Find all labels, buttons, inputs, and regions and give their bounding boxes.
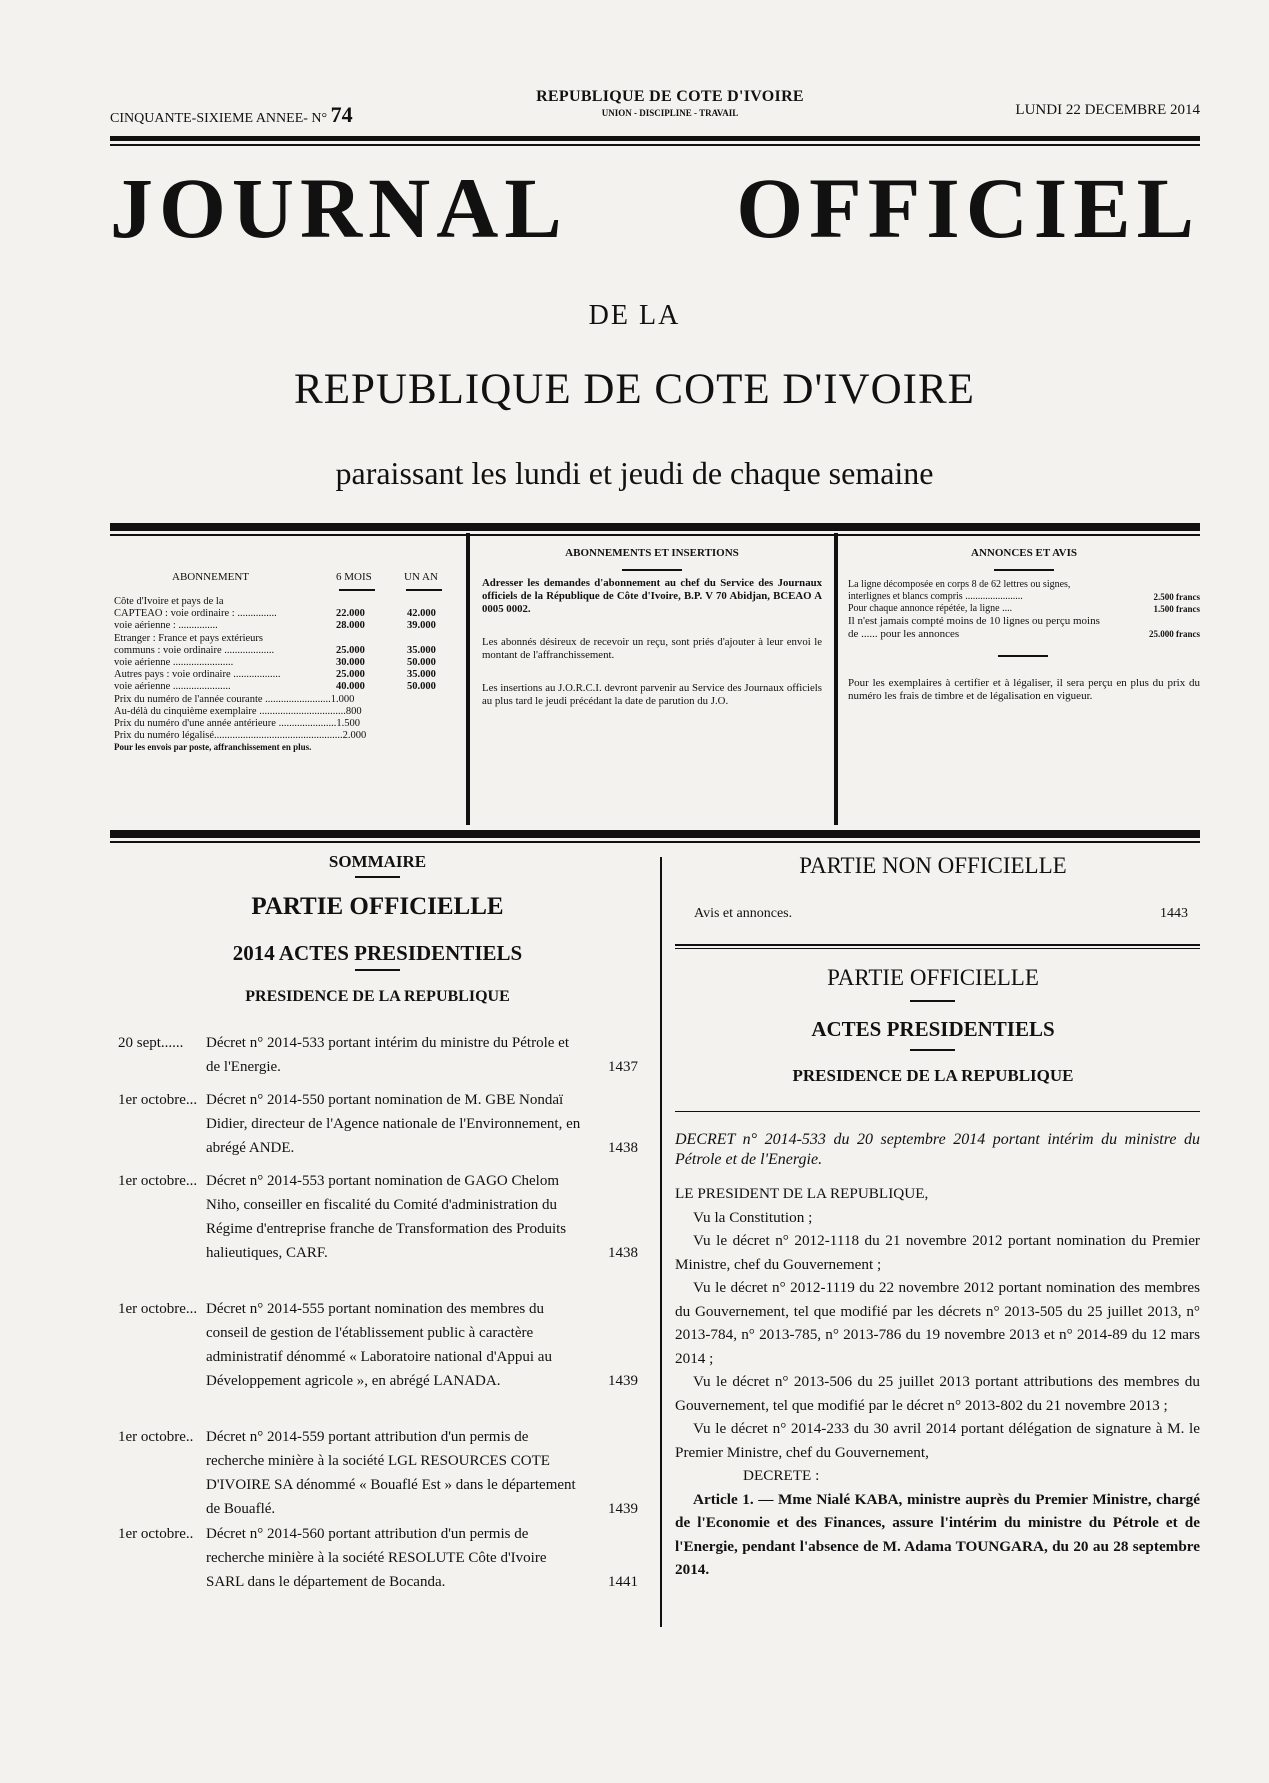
abonnement-row-6mois: 28.000 (336, 620, 365, 632)
sommaire-entry-date: 1er octobre.. (118, 1429, 194, 1445)
abonnement-rows (114, 596, 454, 754)
abonnement-row-an: 50.000 (407, 656, 436, 668)
subscription-box (114, 523, 1200, 828)
abonnement-row-label: communs : voie ordinaire ................... (114, 644, 275, 656)
underline (339, 589, 375, 591)
sommaire-entry-page: 1439 (608, 1373, 638, 1389)
abonnement-row (114, 669, 454, 681)
abonnement-row (114, 645, 454, 657)
sommaire-entry (118, 1425, 638, 1521)
vu-decret-1: Vu le décret n° 2012-1118 du 21 novembre 2012 portant nomination du Premier Ministre, chef du Gouvernement ; (675, 1232, 1200, 1273)
vu-decret-2: Vu le décret n° 2012-1119 du 22 novembre 2012 portant nomination des membres du Gouvernement, tel que modifié par les décrets n° 2013-505 du 25 juillet 2013, n° 2013-784, n° 2013-785, n° 2013-786 du 19 novembre 2013 et n° 2014-89 du 12 mars 2014 ; (675, 1279, 1200, 1367)
republic-header (510, 88, 830, 118)
underline (622, 569, 682, 571)
annonce-certif: Pour les exemplaires à certifier et à légaliser, il sera perçu en plus du prix du numéro les frais de timbre et de légalisation en vigueur. (848, 677, 1200, 702)
right-presidence: PRESIDENCE DE LA REPUBLIQUE (792, 1066, 1074, 1085)
underline (406, 589, 442, 591)
abonnement-row (114, 694, 454, 706)
abonnement-row (114, 730, 454, 742)
annonce-line-1 (848, 579, 1200, 603)
title-word-1: JOURNAL (110, 160, 568, 256)
abonnement-row (114, 608, 454, 620)
sommaire-presidence: PRESIDENCE DE LA REPUBLIQUE (245, 988, 510, 1005)
box-bottom-rule-thin (110, 841, 1200, 843)
abonnement-row-6mois: 25.000 (336, 644, 365, 656)
non-officielle-title: PARTIE NON OFFICIELLE (799, 853, 1067, 878)
box-divider-1 (466, 533, 470, 825)
annonce-line-1-text: La ligne décomposée en corps 8 de 62 lettres ou signes, interlignes et blancs compris ....................... (848, 579, 1071, 602)
sommaire-entry-page: 1439 (608, 1501, 638, 1517)
sommaire-entry-text: Décret n° 2014-550 portant nomination de M. GBE Nondaï Didier, directeur de l'Agence nationale de l'Environnement, en abrégé ANDE. (206, 1092, 581, 1156)
vu-decret-3: Vu le décret n° 2013-506 du 25 juillet 2013 portant attributions des membres du Gouvernement, tel que modifié par le décret n° 2013-802 du 21 novembre 2013 ; (675, 1373, 1200, 1414)
abonnement-row-label: Prix du numéro légalisé.................................................2.000 (114, 730, 367, 742)
divider-thin (675, 948, 1200, 949)
issue-date: LUNDI 22 DECEMBRE 2014 (1015, 102, 1200, 118)
underline (994, 569, 1054, 571)
abonnement-row (114, 657, 454, 669)
sommaire-entry-text: Décret n° 2014-560 portant attribution d'un permis de recherche minière à la société RESOLUTE Côte d'Ivoire SARL dans le département de Bocanda. (206, 1526, 547, 1590)
avis-label: Avis et annonces. (694, 906, 793, 921)
masthead-rule (110, 136, 1200, 141)
abonnement-row-an: 42.000 (407, 608, 436, 620)
sommaire-entry (118, 1031, 638, 1079)
abonnement-row-label: Prix du numéro de l'année courante .........................1.000 (114, 693, 355, 705)
abonnement-row-an: 50.000 (407, 681, 436, 693)
divider (910, 1000, 955, 1002)
abonnement-row (114, 620, 454, 632)
annonce-line-3-price: 25.000 francs (1149, 629, 1200, 639)
abonnement-row (114, 596, 454, 608)
abonnement-row (114, 633, 454, 645)
sommaire-entry-text: Décret n° 2014-533 portant intérim du ministre du Pétrole et de l'Energie. (206, 1035, 569, 1075)
decrete-line: DECRETE : (743, 1467, 820, 1484)
sommaire-entry-page: 1438 (608, 1245, 638, 1261)
sommaire-entry-text: Décret n° 2014-555 portant nomination des membres du conseil de gestion de l'établissement public à caractère administratif dénommé « Laboratoire national d'Appui au Développement agricole », en abrégé LANADA. (206, 1301, 552, 1389)
annonce-line-2-price: 1.500 francs (1153, 604, 1200, 614)
decret-body (675, 1182, 1200, 1582)
insertions-p1: Adresser les demandes d'abonnement au chef du Service des Journaux officiels de la République de Côte d'Ivoire, B.P. V 70 Abidjan, BCEAO A 0005 0002. (482, 577, 822, 615)
abonnement-row-label: Autres pays : voie ordinaire .................. (114, 669, 281, 681)
divider (355, 969, 400, 971)
abonnement-column (114, 523, 454, 828)
abonnement-row-label: Etranger : France et pays extérieurs (114, 632, 263, 644)
republic-name: REPUBLIQUE DE COTE D'IVOIRE (536, 88, 804, 105)
abonnement-row-6mois: 25.000 (336, 669, 365, 681)
sommaire-entry (118, 1297, 638, 1393)
masthead-topline (110, 88, 1200, 128)
abonnement-row (114, 681, 454, 693)
right-actes: ACTES PRESIDENTIELS (811, 1017, 1055, 1041)
box-divider-2 (834, 533, 838, 825)
sommaire-entry-date: 1er octobre... (118, 1092, 198, 1108)
sommaire-entry (118, 1522, 638, 1594)
annonce-line-2-text: Pour chaque annonce répétée, la ligne .... (848, 603, 1013, 614)
abonnement-row-label: Pour les envois par poste, affranchissement en plus. (114, 742, 312, 753)
annonces-header: ANNONCES ET AVIS (971, 547, 1077, 559)
abonnement-row-label: voie aérienne ...................... (114, 681, 231, 693)
abonnement-title: ABONNEMENT (172, 571, 249, 583)
abonnement-row-an: 35.000 (407, 644, 436, 656)
sommaire-entry-date: 1er octobre.. (118, 1526, 194, 1542)
sommaire-entry-page: 1438 (608, 1140, 638, 1156)
abonnement-row (114, 706, 454, 718)
abonnement-row-6mois: 40.000 (336, 681, 365, 693)
column-separator (660, 857, 662, 1627)
sommaire-entry-date: 20 sept...... (118, 1035, 184, 1051)
abonnement-row-label: voie aérienne ....................... (114, 656, 234, 668)
box-bottom-rule (110, 830, 1200, 838)
abonnement-row-label: Au-délà du cinquième exemplaire .................................800 (114, 705, 362, 717)
president-line: LE PRESIDENT DE LA REPUBLIQUE, (675, 1185, 929, 1202)
insertions-column (482, 523, 822, 828)
edition-label: CINQUANTE-SIXIEME ANNEE- N° (110, 111, 328, 126)
abonnement-row-6mois: 30.000 (336, 656, 365, 668)
abonnement-row-label: voie aérienne : ............... (114, 620, 218, 632)
sommaire-entry-page: 1437 (608, 1059, 638, 1075)
annonce-line-1-price: 2.500 francs (1153, 592, 1200, 602)
abonnement-row-an: 39.000 (407, 620, 436, 632)
avis-page: 1443 (1160, 906, 1188, 921)
title-word-2: OFFICIEL (736, 160, 1200, 256)
sommaire-entry-text: Décret n° 2014-553 portant nomination de GAGO Chelom Niho, conseiller en fiscalité du Comité d'administration du Régime d'entreprise franche de Transformation des Produits halieutiques, CARF. (206, 1173, 567, 1261)
frequency-line: paraissant les lundi et jeudi de chaque semaine (335, 455, 934, 491)
divider (675, 1111, 1200, 1112)
vu-constitution: Vu la Constitution ; (693, 1208, 813, 1226)
divider (355, 876, 400, 878)
divider (675, 944, 1200, 946)
article-1: Article 1. — Mme Nialé KABA, ministre auprès du Premier Ministre, chargé de l'Economie et des Finances, assure l'intérim du ministre du Pétrole et de l'Energie, pendant l'absence de M. Adama TOUNGARA, du 20 au 28 septembre 2014. (675, 1490, 1200, 1578)
divider (998, 655, 1048, 657)
right-partie-officielle: PARTIE OFFICIELLE (827, 965, 1039, 990)
de-la: DE LA (588, 300, 681, 331)
sommaire-entry-date: 1er octobre... (118, 1173, 198, 1189)
issue-number: 74 (330, 102, 353, 127)
insertions-header: ABONNEMENTS ET INSERTIONS (565, 547, 739, 559)
sommaire-entry (118, 1088, 638, 1160)
annonce-line-3 (848, 615, 1200, 641)
republic-subtitle: REPUBLIQUE DE COTE D'IVOIRE (294, 366, 975, 413)
sommaire-partie: PARTIE OFFICIELLE (251, 893, 504, 920)
sommaire-entry-page: 1441 (608, 1574, 638, 1590)
abonnement-row (114, 718, 454, 730)
sommaire-actes: 2014 ACTES PRESIDENTIELS (232, 941, 523, 965)
decret-title: DECRET n° 2014-533 du 20 septembre 2014 portant intérim du ministre du Pétrole et de l'Energie. (675, 1131, 1200, 1168)
vu-decret-4: Vu le décret n° 2014-233 du 30 avril 2014 portant délégation de signature à M. le Premier Ministre, chef du Gouvernement, (675, 1420, 1200, 1461)
sommaire-title: SOMMAIRE (328, 852, 427, 871)
annonce-line-3-text: Il n'est jamais compté moins de 10 lignes ou perçu moins de ...... pour les annonces (848, 615, 1100, 640)
insertions-p2: Les abonnés désireux de recevoir un reçu, sont priés d'ajouter à leur envoi le montant de l'affranchissement. (482, 636, 822, 661)
divider (910, 1049, 955, 1051)
journal-title (110, 160, 1200, 256)
annonces-column (848, 523, 1200, 828)
abonnement-row-an: 35.000 (407, 669, 436, 681)
sommaire-entry-text: Décret n° 2014-559 portant attribution d'un permis de recherche minière à la société LGL RESOURCES COTE D'IVOIRE SA dénommé « Bouaflé Est » dans le département de Bouaflé. (206, 1429, 576, 1517)
abonnement-row (114, 742, 454, 754)
sommaire-entry (118, 1169, 638, 1265)
un-an-header: UN AN (404, 571, 438, 583)
edition-line (110, 102, 353, 128)
abonnement-row-label: Côte d'Ivoire et pays de la (114, 596, 224, 607)
abonnement-row-6mois: 22.000 (336, 608, 365, 620)
masthead-rule-thin (110, 144, 1200, 146)
sommaire-entry-date: 1er octobre... (118, 1301, 198, 1317)
motto: UNION - DISCIPLINE - TRAVAIL (601, 108, 739, 118)
abonnement-row-label: CAPTEAO : voie ordinaire : ............... (114, 608, 277, 620)
abonnement-row-label: Prix du numéro d'une année antérieure ......................1.500 (114, 717, 360, 729)
six-mois-header: 6 MOIS (336, 571, 372, 583)
annonce-line-2 (848, 603, 1200, 615)
insertions-p3: Les insertions au J.O.R.C.I. devront parvenir au Service des Journaux officiels au plus tard le jeudi précédant la date de parution du J.O. (482, 682, 822, 707)
